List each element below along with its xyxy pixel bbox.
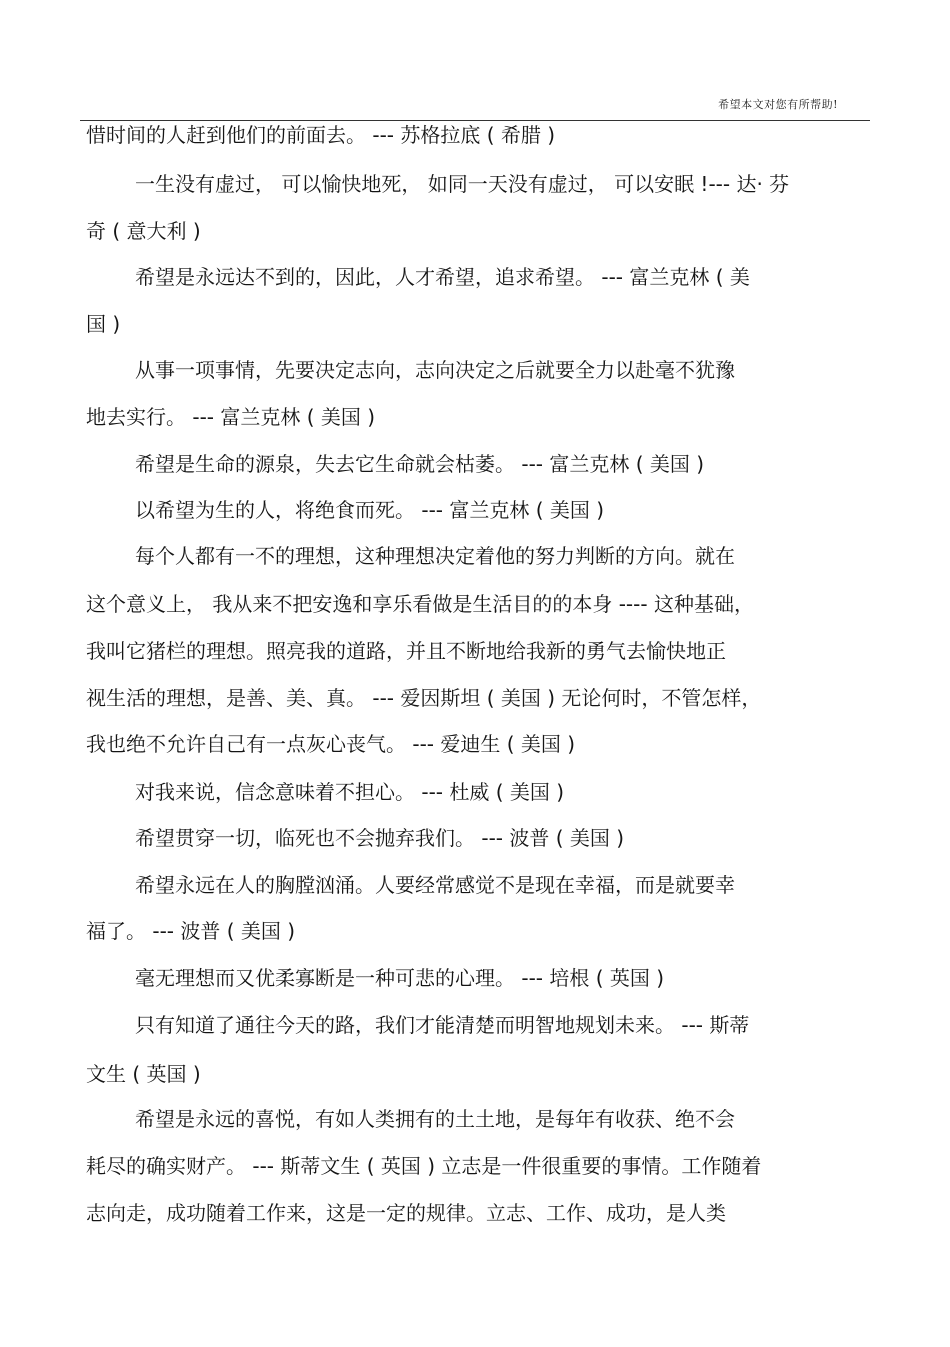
text-line: 一生没有虚过， 可以愉快地死， 如同一天没有虚过， 可以安眠 !--- 达· 芬 (135, 172, 790, 196)
text-line: 希望贯穿一切，临死也不会抛弃我们。 --- 波普 ( 美国 ) (135, 826, 625, 850)
text-line: 以希望为生的人，将绝食而死。 --- 富兰克林 ( 美国 ) (135, 498, 605, 522)
text-line: 希望是生命的源泉，失去它生命就会枯萎。 --- 富兰克林 ( 美国 ) (135, 452, 705, 476)
text-line: 只有知道了通往今天的路，我们才能清楚而明智地规划未来。 --- 斯蒂 (135, 1013, 750, 1037)
header-note: 希望本文对您有所帮助! (718, 98, 838, 111)
text-line: 文生 ( 英国 ) (86, 1062, 201, 1086)
text-line: 毫无理想而又优柔寡断是一种可悲的心理。 --- 培根 ( 英国 ) (135, 966, 665, 990)
text-line: 奇 ( 意大利 ) (86, 219, 201, 243)
text-line: 对我来说，信念意味着不担心。 --- 杜威 ( 美国 ) (135, 780, 565, 804)
text-line: 我叫它猪栏的理想。照亮我的道路，并且不断地给我新的勇气去愉快地正 (86, 639, 726, 663)
text-line: 耗尽的确实财产。 --- 斯蒂文生 ( 英国 ) 立志是一件很重要的事情。工作随着 (86, 1154, 762, 1178)
text-line: 每个人都有一不的理想，这种理想决定着他的努力判断的方向。就在 (135, 544, 735, 568)
text-line: 地去实行。 --- 富兰克林 ( 美国 ) (86, 405, 376, 429)
text-line: 志向走，成功随着工作来，这是一定的规律。立志、工作、成功，是人类 (86, 1201, 726, 1225)
text-line: 希望永远在人的胸膛汹涌。人要经常感觉不是现在幸福，而是就要幸 (135, 873, 735, 897)
header-divider (80, 120, 870, 121)
text-line: 惜时间的人赶到他们的前面去。 --- 苏格拉底 ( 希腊 ) (86, 123, 556, 147)
text-line: 视生活的理想，是善、美、真。 --- 爱因斯坦 ( 美国 ) 无论何时，不管怎样， (86, 686, 762, 710)
text-line: 国 ) (86, 312, 121, 336)
text-line: 这个意义上， 我从来不把安逸和享乐看做是生活目的的本身 ---- 这种基础， (86, 592, 754, 616)
text-line: 我也绝不允许自己有一点灰心丧气。 --- 爱迪生 ( 美国 ) (86, 732, 576, 756)
text-line: 福了。 --- 波普 ( 美国 ) (86, 919, 296, 943)
text-line: 从事一项事情，先要决定志向，志向决定之后就要全力以赴毫不犹豫 (135, 358, 735, 382)
text-line: 希望是永远达不到的，因此，人才希望，追求希望。 --- 富兰克林 ( 美 (135, 265, 750, 289)
text-line: 希望是永远的喜悦，有如人类拥有的土土地，是每年有收获、绝不会 (135, 1107, 735, 1131)
